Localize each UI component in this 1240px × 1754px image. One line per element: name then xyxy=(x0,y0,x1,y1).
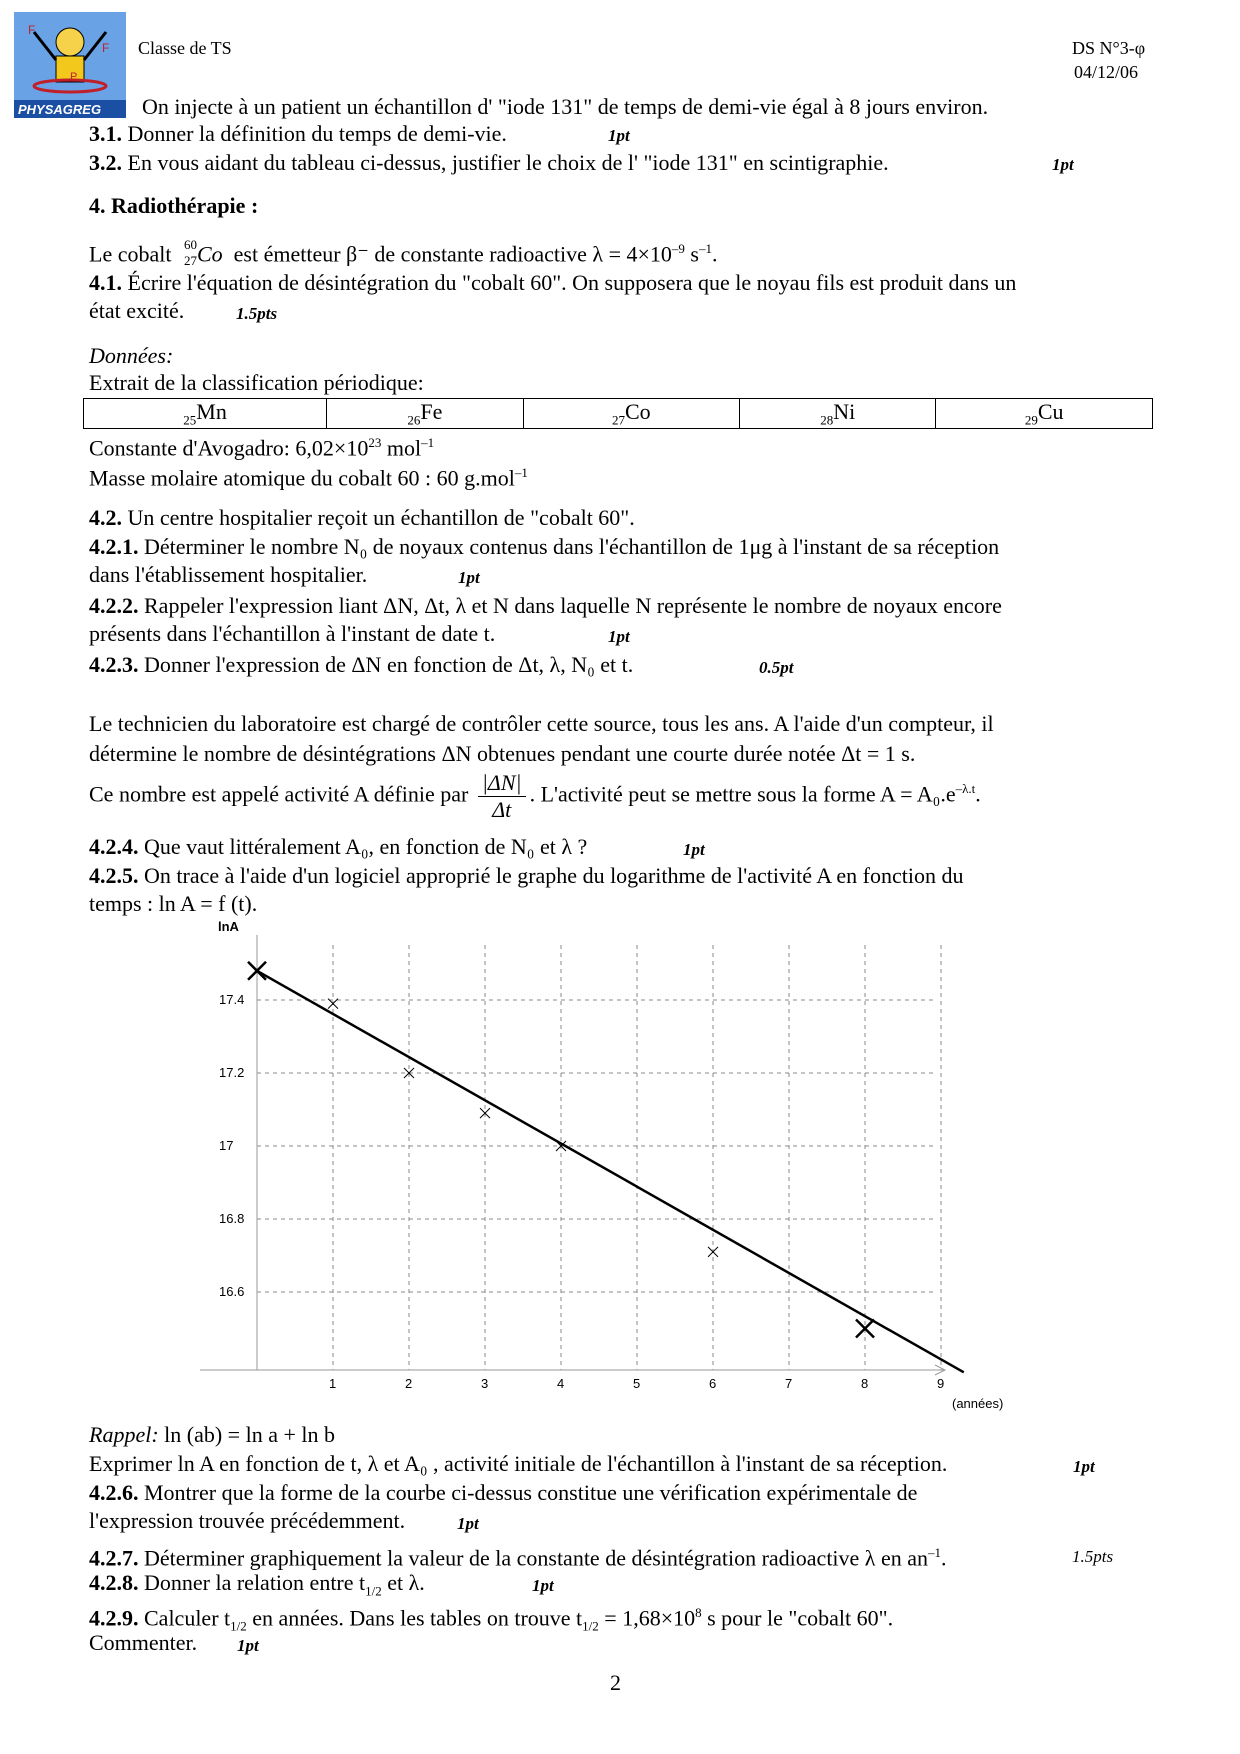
element-cell: $_{27}$Co xyxy=(523,399,740,429)
intro-text: On injecte à un patient un échantillon d' "iode 131" de temps de demi-vie égal à 8 jours environ. xyxy=(142,94,989,119)
periodic-table-extract xyxy=(83,398,1153,429)
y-tick-label: 17 xyxy=(219,1138,234,1153)
y-axis-label: lnA xyxy=(218,919,239,934)
points-4-2-8: 1pt xyxy=(532,1576,554,1595)
logo-text: PHYSAGREG xyxy=(18,102,102,117)
x-axis-label: (années) xyxy=(952,1396,1004,1411)
question-4-2-7: 4.2.7. Déterminer graphiquement la valeur de la constante de désintégration radioactive λ en $an^{-1}$. xyxy=(89,1545,947,1571)
y-tick-label: 17.2 xyxy=(219,1065,245,1080)
x-tick-label: 4 xyxy=(557,1376,565,1391)
element-cell: $_{25}$Mn xyxy=(84,399,327,429)
question-4-2-8: 4.2.8. Donner la relation entre $t_{1/2}$ et λ. xyxy=(89,1570,425,1599)
question-3-2: 3.2. En vous aidant du tableau ci-dessus, justifier le choix de l' "iode 131" en scintigraphie. xyxy=(89,150,889,175)
points-exprimer: 1pt xyxy=(1073,1457,1095,1476)
question-4-2-1: 4.2.1. Déterminer le nombre N₀ de noyaux contenus dans l'échantillon de 1μg à l'instant de sa réception xyxy=(89,534,1000,559)
points-4-2-7: 1.5pts xyxy=(1072,1547,1114,1566)
y-tick-label: 16.8 xyxy=(219,1211,245,1226)
points-4-1: 1.5pts xyxy=(236,304,278,323)
cobalt-statement: Le cobalt 60 27 Co est émetteur β⁻ de constante radioactive $\lambda = 4\times 10^{-9}$ $s^{-1}$. xyxy=(89,237,718,268)
svg-text:F: F xyxy=(28,23,36,37)
donnees-title: Données: xyxy=(89,343,174,368)
question-4-1-line2: état excité. xyxy=(89,298,185,323)
x-tick-label: 1 xyxy=(329,1376,337,1391)
question-3-1: 3.1. Donner la définition du temps de demi-vie. xyxy=(89,121,507,146)
question-4-2-6: 4.2.6. Montrer que la forme de la courbe ci-dessus constitue une vérification expérimentale de xyxy=(89,1480,918,1505)
x-tick-label: 5 xyxy=(633,1376,641,1391)
avogadro-constant: Constante d'Avogadro: $6,02\times 10^{23}$ mol$^{-1}$ xyxy=(89,435,435,461)
points-4-2-4: 1pt xyxy=(683,840,705,859)
points-4-2-2: 1pt xyxy=(608,627,630,646)
question-4-2-5-line2: temps : ln A = f (t). xyxy=(89,891,258,916)
activity-definition: Ce nombre est appelé activité A définie par $\frac{|\Delta N|}{\Delta t}$ . L'activité peut se mettre sous la forme $A = A_0.e^{-\lambda.t}$. xyxy=(89,770,981,822)
fit-line xyxy=(257,971,964,1373)
question-4-2: 4.2. Un centre hospitalier reçoit un échantillon de "cobalt 60". xyxy=(89,505,635,530)
ds-label: DS N°3-φ xyxy=(1072,38,1146,58)
technician-paragraph-line1: Le technicien du laboratoire est chargé de contrôler cette source, tous les ans. A l'aide d'un compteur, il xyxy=(89,711,994,736)
x-tick-label: 9 xyxy=(937,1376,945,1391)
question-4-2-4: 4.2.4. Que vaut littéralement A₀, en fonction de N₀ et λ ? xyxy=(89,834,588,859)
cobalt-molar-mass: Masse molaire atomique du cobalt 60 : 60 g.mol$^{-1}$ xyxy=(89,465,528,491)
data-point xyxy=(708,1247,718,1257)
ln-activity-chart xyxy=(200,915,1040,1415)
question-4-2-2-line2: présents dans l'échantillon à l'instant de date t. xyxy=(89,621,496,646)
technician-paragraph-line2: détermine le nombre de désintégrations ΔN obtenues pendant une courte durée notée Δt = 1 s. xyxy=(89,741,916,766)
question-4-2-9: 4.2.9. Calculer $t_{1/2}$ en années. Dans les tables on trouve $t_{1/2} = 1,68\times 10^8$ s pour le "cobalt 60". xyxy=(89,1605,894,1634)
question-4-2-5: 4.2.5. On trace à l'aide d'un logiciel approprié le graphe du logarithme de l'activité A en fonction du xyxy=(89,863,964,888)
x-tick-label: 7 xyxy=(785,1376,793,1391)
date-label: 04/12/06 xyxy=(1074,62,1139,82)
x-tick-label: 2 xyxy=(405,1376,413,1391)
question-4-2-9-line2: Commenter. xyxy=(89,1630,198,1655)
exprimer-question: Exprimer ln A en fonction de t, λ et A₀ , activité initiale de l'échantillon à l'instant de sa réception. xyxy=(89,1451,948,1476)
class-label: Classe de TS xyxy=(138,38,232,58)
x-tick-label: 3 xyxy=(481,1376,489,1391)
points-4-2-3: 0.5pt xyxy=(759,658,794,677)
element-cell: $_{26}$Fe xyxy=(327,399,523,429)
x-tick-label: 6 xyxy=(709,1376,717,1391)
rappel: Rappel: ln (ab) = ln a + ln b xyxy=(89,1422,335,1447)
question-4-2-6-line2: l'expression trouvée précédemment. xyxy=(89,1508,406,1533)
element-cell: $_{29}$Cu xyxy=(936,399,1153,429)
x-tick-label: 8 xyxy=(861,1376,869,1391)
question-4-2-3: 4.2.3. Donner l'expression de ΔN en fonction de Δt, λ, N₀ et t. xyxy=(89,652,634,677)
points-4-2-9: 1pt xyxy=(237,1636,259,1655)
page-number: 2 xyxy=(610,1670,621,1695)
y-tick-label: 17.4 xyxy=(219,992,245,1007)
svg-text:P: P xyxy=(70,71,78,83)
extrait-label: Extrait de la classification périodique: xyxy=(89,370,424,395)
question-4-2-1-line2: dans l'établissement hospitalier. xyxy=(89,562,368,587)
activity-fraction: $\frac{|\Delta N|}{\Delta t}$ xyxy=(478,770,526,823)
y-tick-label: 16.6 xyxy=(219,1284,245,1299)
question-4-2-2: 4.2.2. Rappeler l'expression liant ΔN, Δt, λ et N dans laquelle N représente le nombre de noyaux encore xyxy=(89,593,1002,618)
points-4-2-1: 1pt xyxy=(458,568,480,587)
question-4-1: 4.1. Écrire l'équation de désintégration du "cobalt 60". On supposera que le noyau fils est produit dans un xyxy=(89,270,1017,295)
points-3-2: 1pt xyxy=(1052,155,1074,174)
element-cell: $_{28}$Ni xyxy=(740,399,936,429)
points-3-1: 1pt xyxy=(608,126,630,145)
section-4-title: 4. Radiothérapie : xyxy=(89,193,259,218)
points-4-2-6: 1pt xyxy=(457,1514,479,1533)
svg-text:F: F xyxy=(102,41,110,55)
physagreg-logo xyxy=(14,12,126,118)
